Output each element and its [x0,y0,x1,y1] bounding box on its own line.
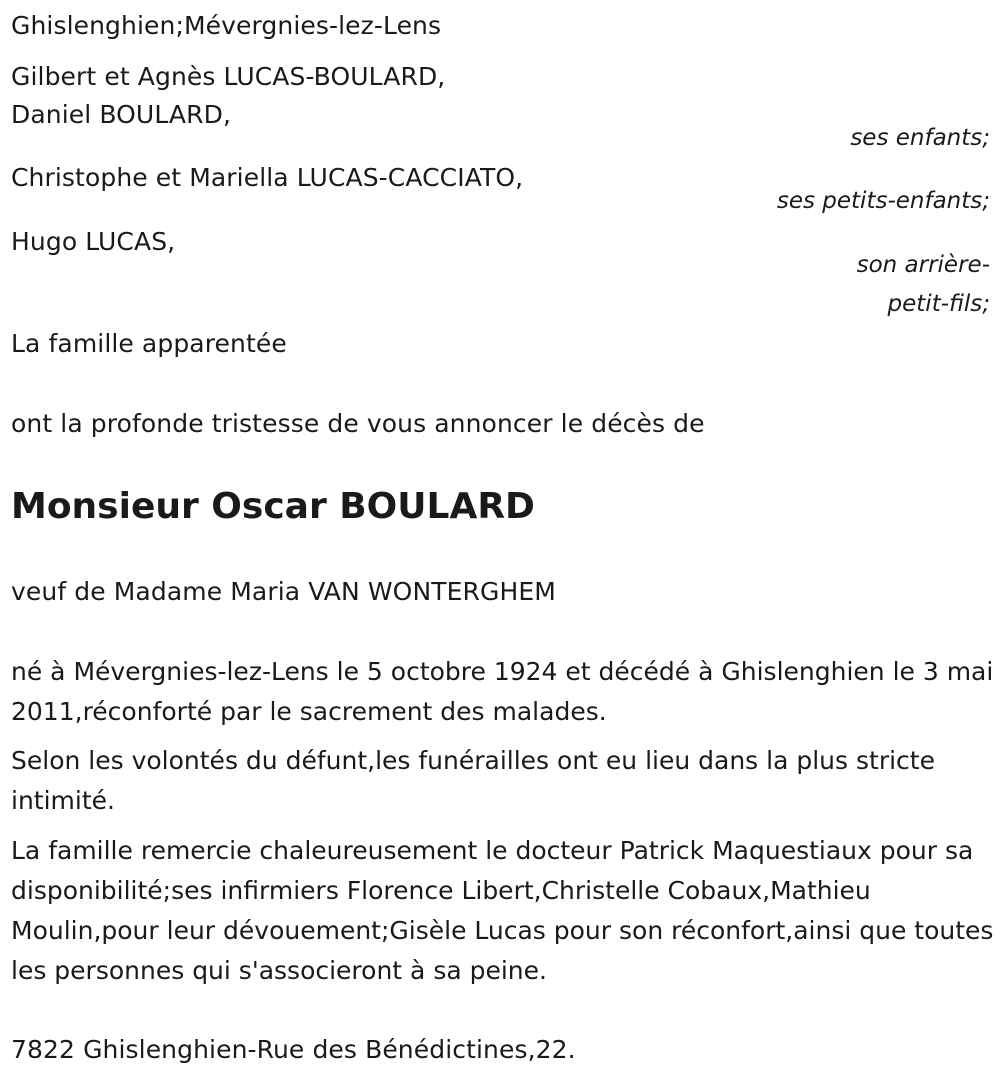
header-locations: Ghislenghien;Mévergnies-lez-Lens [11,11,442,40]
family-line: La famille apparentée [11,329,287,358]
children-line-1: Gilbert et Agnès LUCAS-BOULARD, [11,62,446,91]
grandchildren-role: ses petits-enfants; [776,188,990,214]
children-line-2: Daniel BOULARD, [11,100,231,129]
thanks-paragraph: La famille remercie chaleureusement le docteur Patrick Maquestiaux pour sa disponibilité;ses infirmiers Florence Libert,Christelle Cobaux,Mathieu Moulin,pour leur dévouement;Gisèle Lucas pour son réconfort,ainsi que toutes les personnes qui s'associeront à sa peine. [11,836,994,985]
children-role: ses enfants; [850,125,990,151]
birth-death-paragraph: né à Mévergnies-lez-Lens le 5 octobre 1924 et décédé à Ghislenghien le 3 mai 2011,réconforté par le sacrement des malades. [11,657,994,726]
widower-line: veuf de Madame Maria VAN WONTERGHEM [11,577,556,606]
great-grandchild-role-2: petit-fils; [887,291,990,317]
great-grandchild-role-1: son arrière- [856,252,990,278]
announcement: ont la profonde tristesse de vous annoncer le décès de [11,409,705,438]
deceased-name: Monsieur Oscar BOULARD [11,486,535,527]
funeral-paragraph: Selon les volontés du défunt,les funérailles ont eu lieu dans la plus stricte intimité. [11,746,935,815]
address-line: 7822 Ghislenghien-Rue des Bénédictines,22. [11,1035,576,1064]
great-grandchild-line: Hugo LUCAS, [11,227,176,256]
grandchildren-line: Christophe et Mariella LUCAS-CACCIATO, [11,163,524,192]
